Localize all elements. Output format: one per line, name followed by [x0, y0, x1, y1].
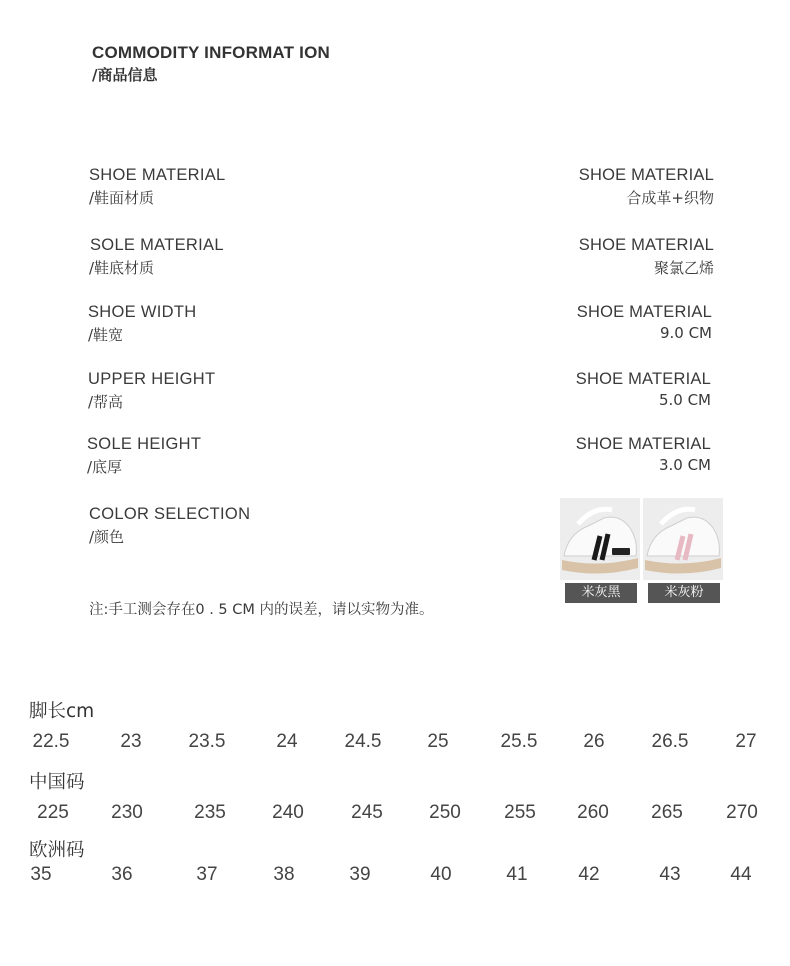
- eu-size-value: 44: [730, 864, 752, 885]
- eu-size-value: 40: [430, 864, 452, 885]
- spec-value-en: SHOE MATERIAL: [578, 236, 714, 254]
- spec-label-cn: /鞋宽: [88, 326, 124, 344]
- eu-size-title: 欧洲码: [29, 840, 85, 861]
- spec-value-en: SHOE MATERIAL: [576, 303, 712, 321]
- china-size-value: 225: [37, 802, 69, 823]
- eu-size-value: 42: [578, 864, 600, 885]
- spec-label-en: SHOE MATERIAL: [89, 166, 226, 184]
- foot-length-value: 24: [276, 731, 298, 752]
- china-size-value: 265: [651, 802, 683, 823]
- spec-value-cn: 5.0 CM: [658, 391, 711, 409]
- spec-value-en: SHOE MATERIAL: [575, 370, 711, 388]
- page-title-cn: /商品信息: [92, 66, 158, 84]
- spec-value-cn: 9.0 CM: [659, 324, 712, 342]
- color-swatch-pink-image[interactable]: [643, 498, 723, 580]
- color-selection-label-en: COLOR SELECTION: [89, 505, 251, 523]
- eu-size-value: 43: [659, 864, 681, 885]
- foot-length-title: 脚长cm: [29, 701, 95, 722]
- foot-length-value: 23: [120, 731, 142, 752]
- spec-label-cn: /帮高: [88, 393, 124, 411]
- spec-value-cn: 3.0 CM: [658, 456, 711, 474]
- china-size-value: 230: [111, 802, 143, 823]
- color-option-label[interactable]: 米灰黑: [565, 583, 637, 603]
- spec-value-cn: 聚氯乙烯: [653, 259, 714, 277]
- china-size-value: 245: [351, 802, 383, 823]
- page-title-en: COMMODITY INFORMAT ION: [92, 43, 330, 62]
- foot-length-value: 25: [427, 731, 449, 752]
- color-option-label[interactable]: 米灰粉: [648, 583, 720, 603]
- eu-size-value: 37: [196, 864, 218, 885]
- eu-size-value: 39: [349, 864, 371, 885]
- china-size-value: 250: [429, 802, 461, 823]
- color-selection-label-cn: /颜色: [89, 528, 125, 546]
- china-size-value: 255: [504, 802, 536, 823]
- spec-label-cn: /底厚: [87, 458, 123, 476]
- spec-value-en: SHOE MATERIAL: [575, 435, 711, 453]
- foot-length-value: 23.5: [188, 731, 226, 752]
- eu-size-value: 36: [111, 864, 133, 885]
- foot-length-value: 25.5: [500, 731, 538, 752]
- spec-value-cn: 合成革+织物: [626, 189, 714, 207]
- eu-size-value: 38: [273, 864, 295, 885]
- china-size-value: 270: [726, 802, 758, 823]
- foot-length-value: 26.5: [651, 731, 689, 752]
- eu-size-value: 35: [30, 864, 52, 885]
- china-size-value: 260: [577, 802, 609, 823]
- spec-label-cn: /鞋底材质: [89, 259, 155, 277]
- china-size-value: 240: [272, 802, 304, 823]
- china-size-title: 中国码: [29, 772, 85, 793]
- spec-label-en: UPPER HEIGHT: [88, 370, 216, 388]
- eu-size-value: 41: [506, 864, 528, 885]
- spec-value-en: SHOE MATERIAL: [578, 166, 714, 184]
- color-swatch-black-image[interactable]: [560, 498, 640, 580]
- foot-length-value: 26: [583, 731, 605, 752]
- china-size-value: 235: [194, 802, 226, 823]
- spec-label-en: SOLE HEIGHT: [87, 435, 202, 453]
- spec-label-en: SOLE MATERIAL: [90, 236, 224, 254]
- foot-length-value: 24.5: [344, 731, 382, 752]
- foot-length-value: 22.5: [32, 731, 70, 752]
- spec-label-en: SHOE WIDTH: [88, 303, 197, 321]
- spec-label-cn: /鞋面材质: [89, 189, 155, 207]
- measurement-note: 注:手工测会存在0 . 5 CM 内的误差，请以实物为准。: [89, 602, 434, 618]
- foot-length-value: 27: [735, 731, 757, 752]
